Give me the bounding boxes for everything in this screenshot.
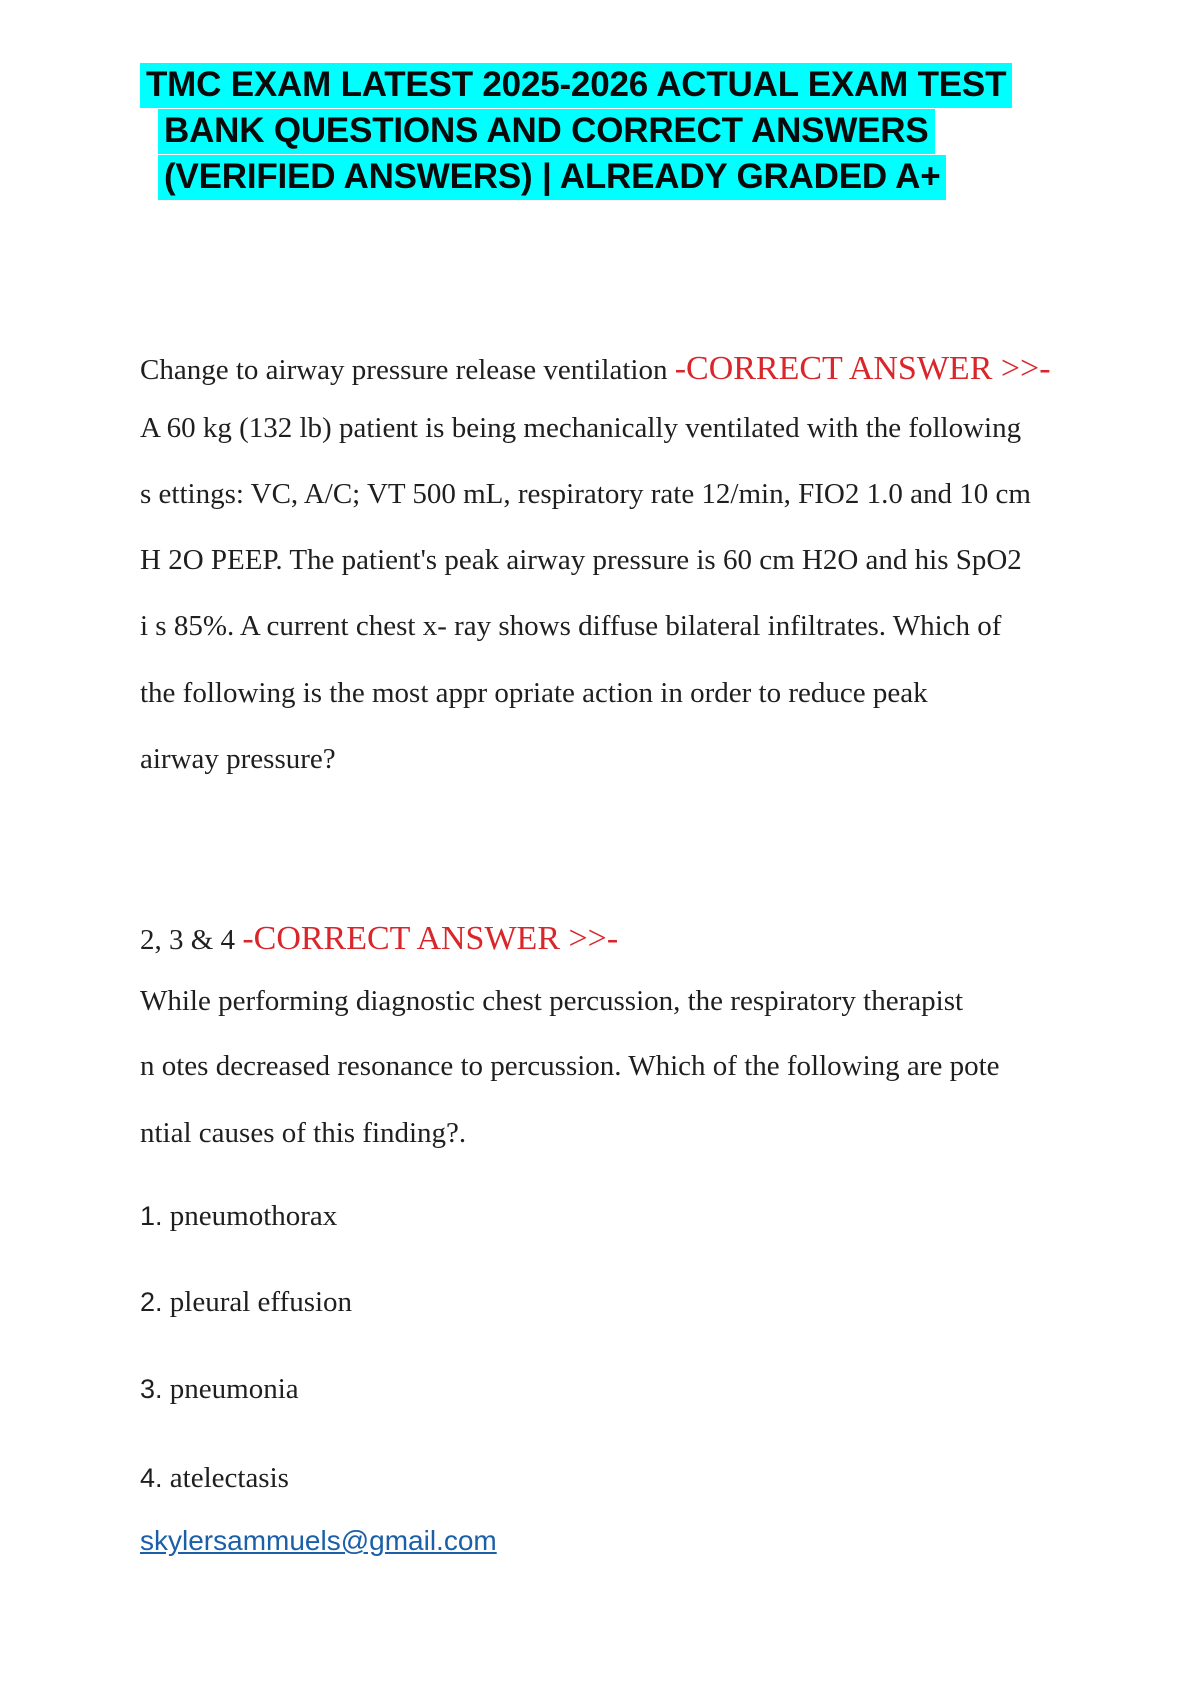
option-1 [140,1200,337,1233]
qa2-question-line-1: While performing diagnostic chest percussion, the respiratory therapist [140,985,964,1017]
document-title [140,62,1012,200]
option-2-number: 2. [140,1287,163,1317]
qa1-answer-line [140,350,1051,388]
qa2-correct-answer-marker: -CORRECT ANSWER >>- [242,920,619,957]
option-3-number: 3. [140,1374,163,1404]
option-2-text: pleural effusion [169,1286,353,1318]
option-4 [140,1462,289,1495]
title-line-3: (VERIFIED ANSWERS) | ALREADY GRADED A+ [158,154,1012,200]
title-line-1: TMC EXAM LATEST 2025-2026 ACTUAL EXAM TEST [140,62,1012,108]
option-1-number: 1. [140,1201,163,1231]
qa1-question-line-5: the following is the most appr opriate action in order to reduce peak [140,677,928,709]
qa1-correct-answer-marker: -CORRECT ANSWER >>- [674,350,1051,387]
option-3 [140,1373,299,1406]
qa1-question-line-3: H 2O PEEP. The patient's peak airway pressure is 60 cm H2O and his SpO2 [140,544,1022,576]
qa1-question-line-1: A 60 kg (132 lb) patient is being mechanically ventilated with the following [140,412,1022,444]
qa2-question-line-3: ntial causes of this finding?. [140,1117,467,1149]
qa2-question-line-2: n otes decreased resonance to percussion. Which of the following are pote [140,1050,1000,1082]
option-1-text: pneumothorax [169,1200,338,1232]
option-3-text: pneumonia [169,1373,299,1405]
qa2-answer-line [140,920,618,958]
qa1-question-line-2: s ettings: VC, A/C; VT 500 mL, respiratory rate 12/min, FIO2 1.0 and 10 cm [140,478,1031,510]
option-4-number: 4. [140,1463,163,1493]
qa2-answer: 2, 3 & 4 [140,924,236,956]
qa1-answer: Change to airway pressure release ventilation [140,354,668,386]
qa1-question-line-6: airway pressure? [140,743,336,775]
option-4-text: atelectasis [169,1462,289,1494]
email-link[interactable]: skylersammuels@gmail.com [140,1525,497,1556]
title-line-2: BANK QUESTIONS AND CORRECT ANSWERS [158,108,1012,154]
qa1-question-line-4: i s 85%. A current chest x- ray shows diffuse bilateral infiltrates. Which of [140,610,1002,642]
option-2 [140,1286,352,1319]
